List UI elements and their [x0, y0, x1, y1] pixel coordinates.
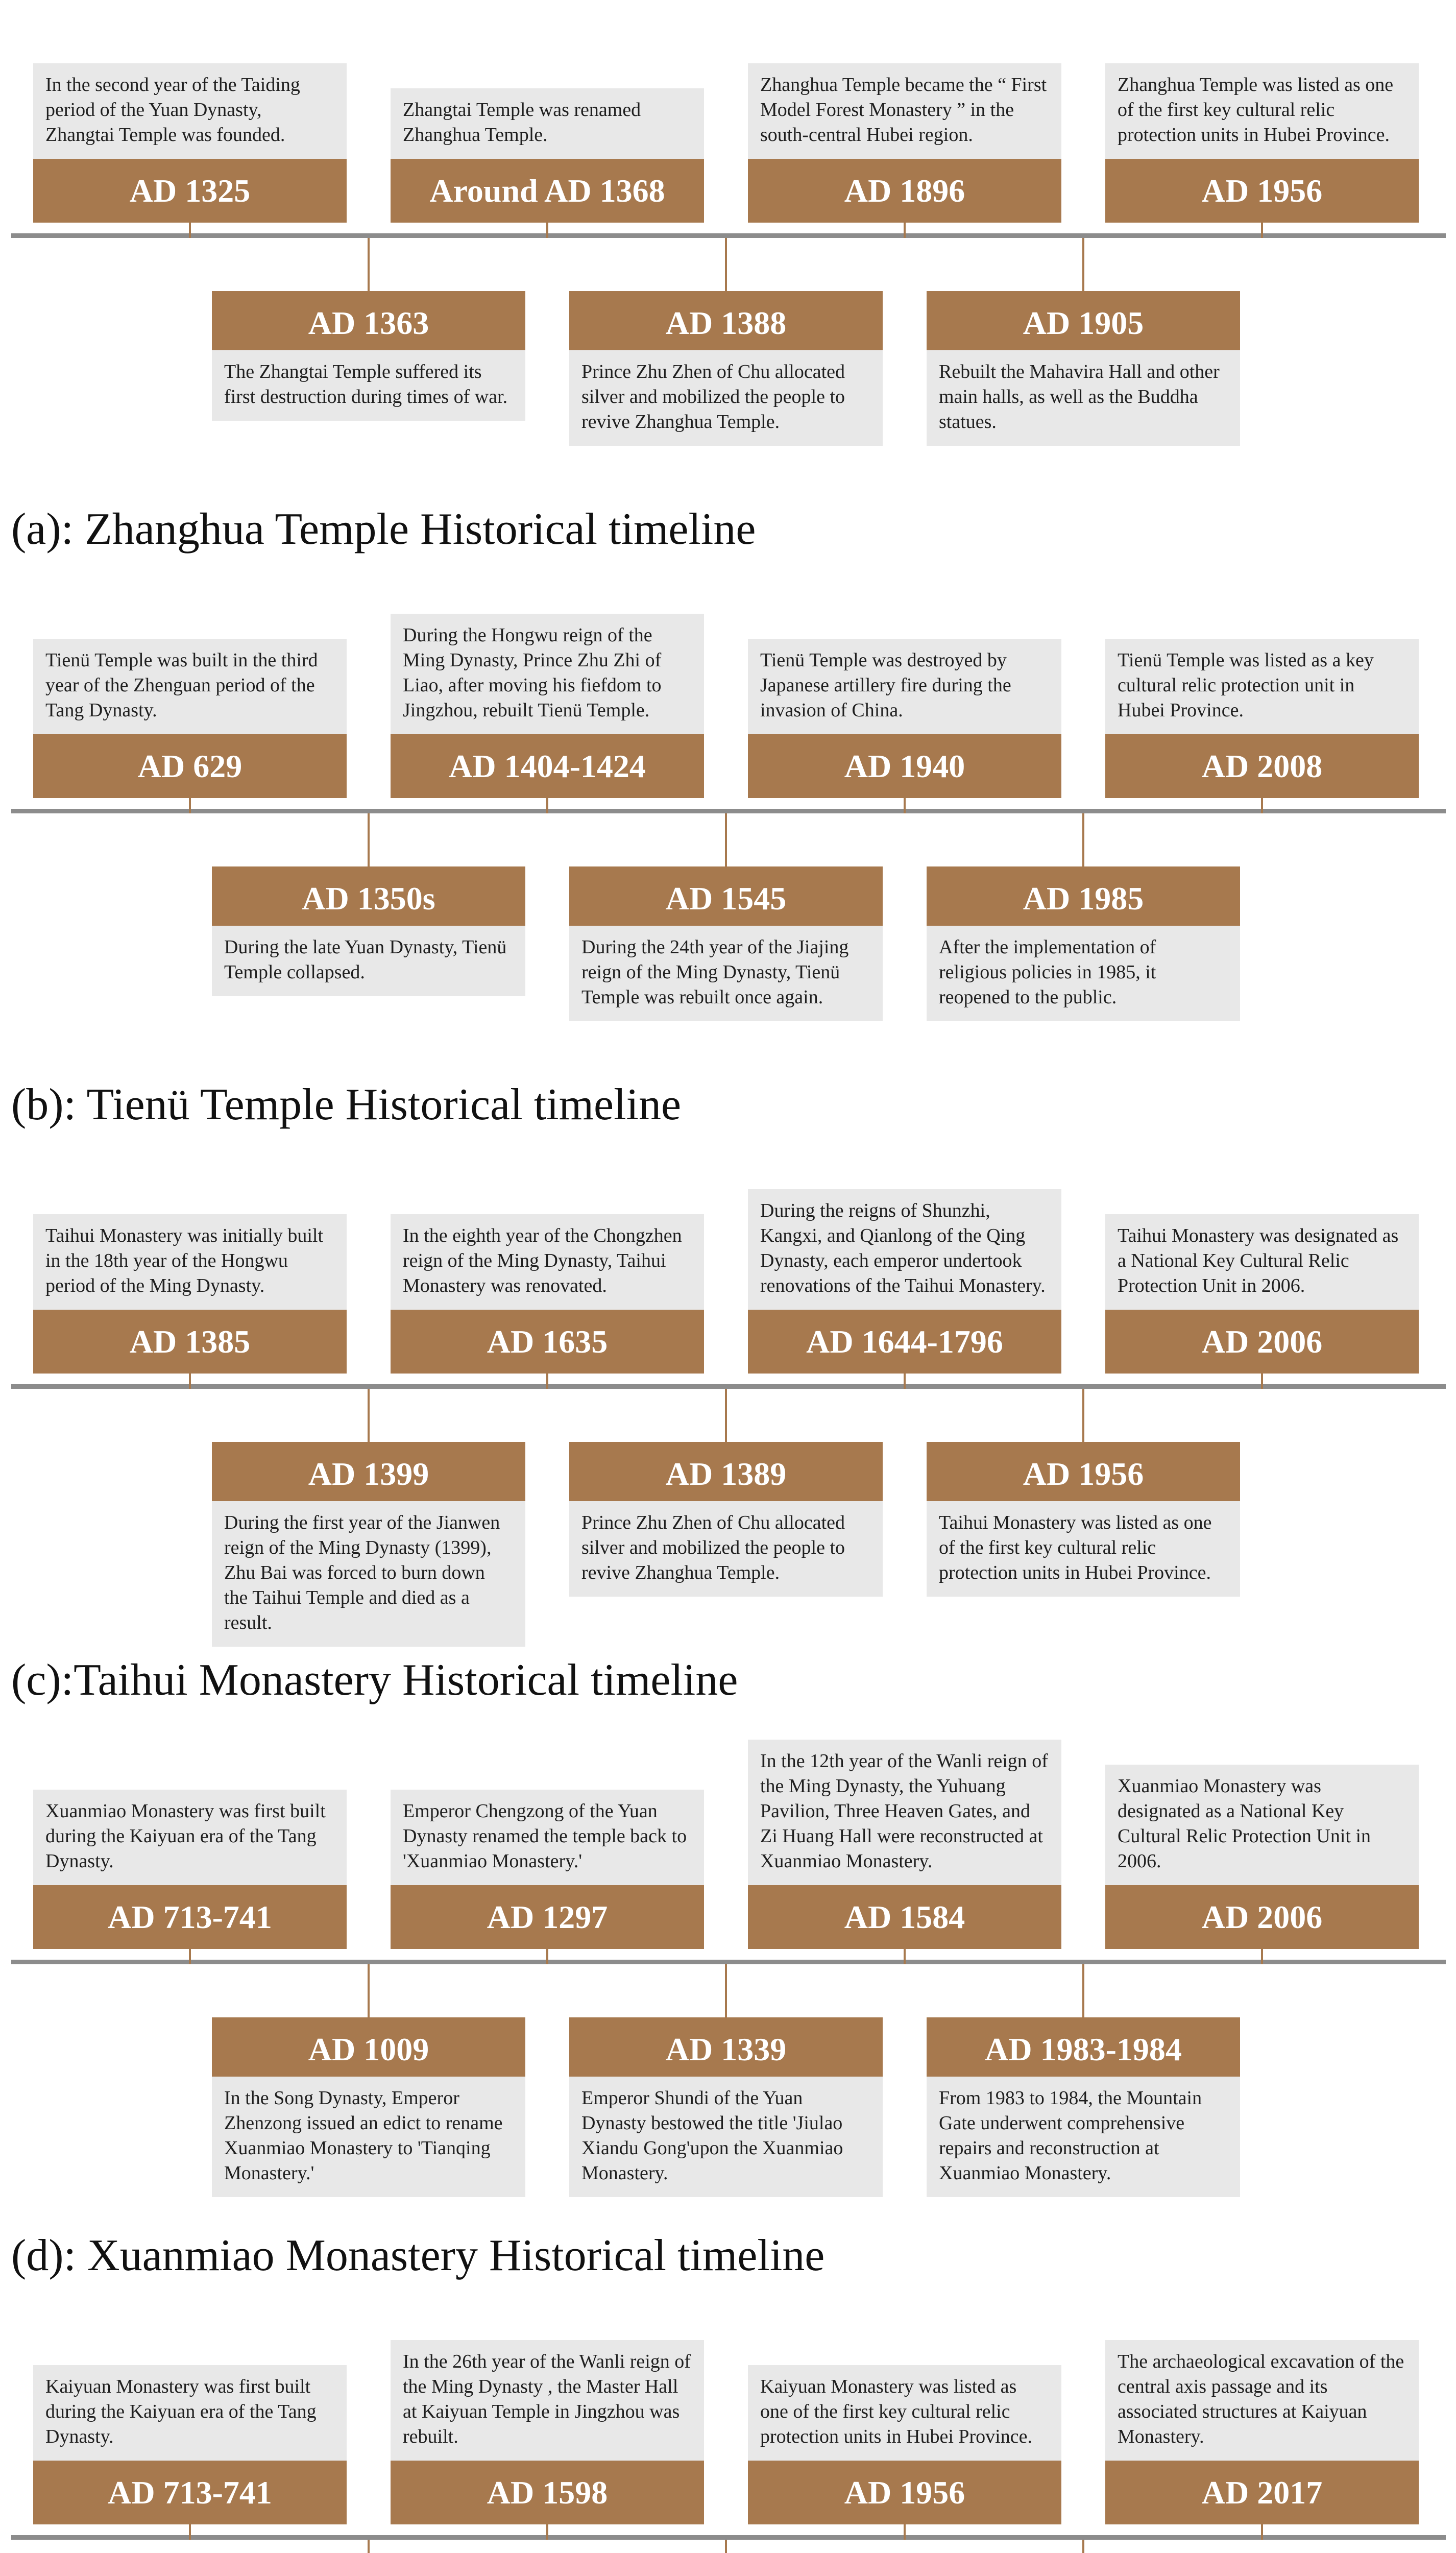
event-description: Zhanghua Temple was listed as one of the first key cultural relic protection units in Hubei Province. [1105, 63, 1419, 159]
event-description: In the second year of the Taiding period of the Yuan Dynasty, Zhangtai Temple was founded. [33, 63, 347, 159]
timeline-tick [725, 1964, 727, 2017]
event-year-label: AD 1956 [927, 1442, 1240, 1506]
event-year-label: AD 1956 [748, 2461, 1061, 2524]
event-year-label: AD 1389 [569, 1442, 883, 1506]
event-year-label: AD 713-741 [33, 1885, 347, 1949]
timeline-tick [546, 223, 548, 238]
timeline-tick [904, 798, 906, 813]
timeline-tick [546, 1949, 548, 1964]
event-year-label: AD 1404-1424 [391, 734, 704, 798]
event-description: Zhanghua Temple became the “ First Model Forest Monastery ” in the south-central Hubei region. [748, 63, 1061, 159]
timeline-caption: (d): Xuanmiao Monastery Historical timeline [11, 2231, 825, 2280]
timeline-tick [189, 798, 191, 813]
event-description: Prince Zhu Zhen of Chu allocated silver and mobilized the people to revive Zhanghua Temple. [569, 1501, 883, 1597]
timeline-axis [11, 1384, 1446, 1389]
timeline-tick [1261, 798, 1263, 813]
timeline-tick [546, 2524, 548, 2540]
timeline-tick [725, 1389, 727, 1442]
event-year-label: AD 1339 [569, 2017, 883, 2081]
event-description: The archaeological excavation of the central axis passage and its associated structures at Kaiyuan Monastery. [1105, 2340, 1419, 2461]
event-description: Tienü Temple was built in the third year of the Zhenguan period of the Tang Dynasty. [33, 639, 347, 734]
event-description: Taihui Monastery was listed as one of the first key cultural relic protection units in Hubei Province. [927, 1501, 1240, 1597]
timeline-caption: (a): Zhanghua Temple Historical timeline [11, 504, 756, 554]
event-year-label: AD 1940 [748, 734, 1061, 798]
event-year-label: AD 1635 [391, 1310, 704, 1374]
timeline-tick [1082, 1389, 1084, 1442]
event-year-label: AD 1983-1984 [927, 2017, 1240, 2081]
timeline-tick [368, 1389, 370, 1442]
timeline-tick [725, 813, 727, 866]
event-description: Tienü Temple was destroyed by Japanese artillery fire during the invasion of China. [748, 639, 1061, 734]
timeline-tick [904, 223, 906, 238]
event-year-label: AD 1598 [391, 2461, 704, 2524]
event-year-label: AD 2006 [1105, 1310, 1419, 1374]
timeline-panel-a [0, 0, 1456, 579]
timeline-tick [1082, 1964, 1084, 2017]
timeline-axis [11, 809, 1446, 813]
event-year-label: AD 1388 [569, 291, 883, 355]
event-year-label: AD 1385 [33, 1310, 347, 1374]
timeline-tick [725, 238, 727, 291]
timeline-tick [1082, 2540, 1084, 2553]
event-description: Taihui Monastery was designated as a National Key Cultural Relic Protection Unit in 2006. [1105, 1214, 1419, 1310]
timeline-tick [368, 1964, 370, 2017]
event-description: During the 24th year of the Jiajing reign of the Ming Dynasty, Tienü Temple was rebuilt once again. [569, 926, 883, 1021]
timeline-tick [368, 813, 370, 866]
event-year-label: AD 1399 [212, 1442, 525, 1506]
timeline-panel-d [0, 1726, 1456, 2305]
event-year-label: AD 629 [33, 734, 347, 798]
timeline-tick [546, 1374, 548, 1389]
event-description: Xuanmiao Monastery was designated as a National Key Cultural Relic Protection Unit in 2006. [1105, 1765, 1419, 1885]
event-year-label: AD 1584 [748, 1885, 1061, 1949]
timeline-tick [1261, 223, 1263, 238]
timeline-tick [904, 1374, 906, 1389]
event-description: Xuanmiao Monastery was first built during the Kaiyuan era of the Tang Dynasty. [33, 1790, 347, 1885]
event-year-label: Around AD 1368 [391, 159, 704, 223]
event-description: In the 26th year of the Wanli reign of the Ming Dynasty , the Master Hall at Kaiyuan Temple in Jingzhou was rebuilt. [391, 2340, 704, 2461]
timeline-tick [368, 2540, 370, 2553]
event-description: Kaiyuan Monastery was first built during the Kaiyuan era of the Tang Dynasty. [33, 2365, 347, 2461]
event-year-label: AD 1896 [748, 159, 1061, 223]
event-description: In the 12th year of the Wanli reign of the Ming Dynasty, the Yuhuang Pavilion, Three Heaven Gates, and Zi Huang Hall were reconstructed at Xuanmiao Monastery. [748, 1740, 1061, 1885]
event-description: Zhangtai Temple was renamed Zhanghua Temple. [391, 88, 704, 159]
event-year-label: AD 2008 [1105, 734, 1419, 798]
timeline-tick [1082, 238, 1084, 291]
event-description: Tienü Temple was listed as a key cultural relic protection unit in Hubei Province. [1105, 639, 1419, 734]
event-description: Prince Zhu Zhen of Chu allocated silver and mobilized the people to revive Zhanghua Temple. [569, 350, 883, 446]
timeline-caption: (c):Taihui Monastery Historical timeline [11, 1655, 738, 1705]
event-description: Taihui Monastery was initially built in the 18th year of the Hongwu period of the Ming Dynasty. [33, 1214, 347, 1310]
event-description: During the late Yuan Dynasty, Tienü Temple collapsed. [212, 926, 525, 996]
event-description: Kaiyuan Monastery was listed as one of the first key cultural relic protection units in Hubei Province. [748, 2365, 1061, 2461]
timeline-panel-e [0, 2302, 1456, 2553]
event-description: Emperor Shundi of the Yuan Dynasty bestowed the title 'Jiulao Xiandu Gong'upon the Xuanmiao Monastery. [569, 2077, 883, 2197]
event-year-label: AD 2006 [1105, 1885, 1419, 1949]
timeline-tick [904, 1949, 906, 1964]
timeline-axis [11, 2535, 1446, 2540]
event-description: From 1983 to 1984, the Mountain Gate underwent comprehensive repairs and reconstruction at Xuanmiao Monastery. [927, 2077, 1240, 2197]
event-year-label: AD 1009 [212, 2017, 525, 2081]
timeline-tick [189, 2524, 191, 2540]
timeline-caption: (b): Tienü Temple Historical timeline [11, 1080, 682, 1129]
event-year-label: AD 1363 [212, 291, 525, 355]
timeline-tick [189, 1949, 191, 1964]
event-description: During the reigns of Shunzhi, Kangxi, and Qianlong of the Qing Dynasty, each emperor undertook renovations of the Taihui Monastery. [748, 1189, 1061, 1310]
timeline-panel-c [0, 1151, 1456, 1729]
event-year-label: AD 1644-1796 [748, 1310, 1061, 1374]
timeline-tick [904, 2524, 906, 2540]
event-description: During the first year of the Jianwen reign of the Ming Dynasty (1399), Zhu Bai was forced to burn down the Taihui Temple and died as a result. [212, 1501, 525, 1647]
event-year-label: AD 1905 [927, 291, 1240, 355]
event-year-label: AD 1545 [569, 866, 883, 930]
event-year-label: AD 1325 [33, 159, 347, 223]
event-description: During the Hongwu reign of the Ming Dynasty, Prince Zhu Zhi of Liao, after moving his fiefdom to Jingzhou, rebuilt Tienü Temple. [391, 614, 704, 734]
timeline-axis [11, 233, 1446, 238]
event-year-label: AD 713-741 [33, 2461, 347, 2524]
event-year-label: AD 1350s [212, 866, 525, 930]
event-year-label: AD 1985 [927, 866, 1240, 930]
timeline-tick [1261, 1374, 1263, 1389]
timeline-tick [1261, 2524, 1263, 2540]
event-year-label: AD 1956 [1105, 159, 1419, 223]
event-description: After the implementation of religious policies in 1985, it reopened to the public. [927, 926, 1240, 1021]
event-year-label: AD 2017 [1105, 2461, 1419, 2524]
event-description: The Zhangtai Temple suffered its first destruction during times of war. [212, 350, 525, 421]
event-description: In the eighth year of the Chongzhen reign of the Ming Dynasty, Taihui Monastery was renovated. [391, 1214, 704, 1310]
timeline-tick [725, 2540, 727, 2553]
timeline-tick [1261, 1949, 1263, 1964]
timeline-tick [1082, 813, 1084, 866]
timeline-tick [546, 798, 548, 813]
event-description: Rebuilt the Mahavira Hall and other main halls, as well as the Buddha statues. [927, 350, 1240, 446]
event-year-label: AD 1297 [391, 1885, 704, 1949]
timeline-tick [368, 238, 370, 291]
event-description: Emperor Chengzong of the Yuan Dynasty renamed the temple back to 'Xuanmiao Monastery.' [391, 1790, 704, 1885]
timeline-tick [189, 223, 191, 238]
event-description: In the Song Dynasty, Emperor Zhenzong issued an edict to rename Xuanmiao Monastery to 'Tianqing Monastery.' [212, 2077, 525, 2197]
timeline-tick [189, 1374, 191, 1389]
timeline-panel-b [0, 575, 1456, 1154]
timeline-axis [11, 1960, 1446, 1964]
